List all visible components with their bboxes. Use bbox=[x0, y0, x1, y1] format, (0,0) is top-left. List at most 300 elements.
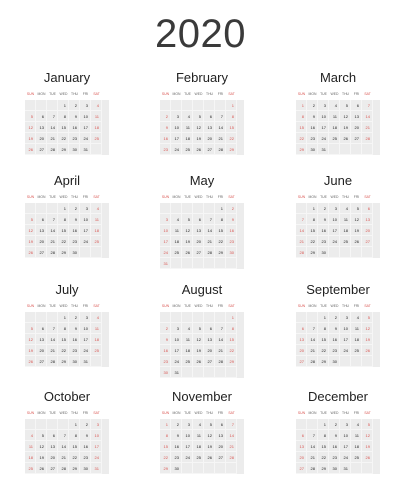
day-cell bbox=[193, 419, 204, 430]
day-number: 8 bbox=[231, 326, 234, 331]
day-cell bbox=[58, 312, 69, 323]
day-cell bbox=[362, 122, 373, 133]
day-number: 17 bbox=[83, 125, 88, 130]
day-cell bbox=[340, 214, 351, 225]
day-cell bbox=[80, 312, 91, 323]
day-cell bbox=[318, 144, 329, 155]
day-number: 13 bbox=[207, 125, 212, 130]
day-cell bbox=[226, 334, 237, 345]
empty-cell bbox=[340, 356, 351, 367]
empty-cell bbox=[193, 367, 204, 378]
day-cell bbox=[307, 345, 318, 356]
day-number: 13 bbox=[354, 114, 359, 119]
day-cell bbox=[318, 133, 329, 144]
day-cell bbox=[58, 247, 69, 258]
day-grid bbox=[160, 419, 244, 474]
day-cell bbox=[160, 334, 171, 345]
day-number: 27 bbox=[354, 136, 359, 141]
empty-cell bbox=[171, 100, 182, 111]
day-cell bbox=[91, 441, 102, 452]
day-cell bbox=[36, 463, 47, 474]
day-number: 12 bbox=[28, 228, 33, 233]
day-cell bbox=[171, 133, 182, 144]
empty-cell bbox=[91, 144, 102, 155]
day-number: 29 bbox=[72, 466, 77, 471]
month-name: July bbox=[55, 282, 79, 297]
day-cell bbox=[193, 356, 204, 367]
day-cell bbox=[91, 214, 102, 225]
day-number: 2 bbox=[74, 206, 77, 211]
day-cell bbox=[329, 441, 340, 452]
day-number: 28 bbox=[50, 147, 55, 152]
day-number: 14 bbox=[218, 125, 223, 130]
day-cell bbox=[307, 111, 318, 122]
day-number: 10 bbox=[83, 326, 88, 331]
weekday-label: WED bbox=[194, 304, 203, 308]
weekday-label: FRI bbox=[353, 92, 360, 96]
weekday-label: MON bbox=[172, 195, 181, 199]
weekday-label: SUN bbox=[26, 92, 35, 96]
day-number: 13 bbox=[299, 337, 304, 342]
day-number: 7 bbox=[301, 217, 304, 222]
weekday-header bbox=[160, 410, 244, 417]
day-number: 5 bbox=[345, 103, 348, 108]
day-cell bbox=[215, 334, 226, 345]
weekday-label: THU bbox=[71, 304, 78, 308]
day-cell bbox=[171, 236, 182, 247]
weekday-label: FRI bbox=[217, 195, 224, 199]
day-number: 17 bbox=[83, 337, 88, 342]
day-cell bbox=[226, 430, 237, 441]
day-number: 22 bbox=[299, 136, 304, 141]
day-number: 23 bbox=[174, 455, 179, 460]
day-number: 30 bbox=[310, 147, 315, 152]
day-number: 20 bbox=[39, 136, 44, 141]
day-cell bbox=[69, 236, 80, 247]
empty-cell bbox=[36, 312, 47, 323]
day-number: 4 bbox=[187, 326, 190, 331]
day-cell bbox=[171, 356, 182, 367]
day-number: 31 bbox=[94, 466, 99, 471]
day-number: 6 bbox=[209, 114, 212, 119]
day-number: 20 bbox=[207, 136, 212, 141]
empty-cell bbox=[182, 312, 193, 323]
day-number: 24 bbox=[174, 147, 179, 152]
day-number: 20 bbox=[218, 444, 223, 449]
day-cell bbox=[58, 203, 69, 214]
day-cell bbox=[329, 225, 340, 236]
day-cell bbox=[362, 334, 373, 345]
day-number: 26 bbox=[28, 359, 33, 364]
day-number: 3 bbox=[345, 315, 348, 320]
day-number: 25 bbox=[94, 348, 99, 353]
day-number: 30 bbox=[72, 147, 77, 152]
empty-cell bbox=[160, 203, 171, 214]
day-number: 30 bbox=[163, 370, 168, 375]
empty-cell bbox=[351, 356, 362, 367]
day-number: 15 bbox=[321, 444, 326, 449]
day-cell bbox=[193, 441, 204, 452]
empty-cell bbox=[160, 100, 171, 111]
weekday-label: TUE bbox=[49, 92, 56, 96]
day-cell bbox=[182, 247, 193, 258]
empty-cell bbox=[362, 356, 373, 367]
empty-cell bbox=[204, 367, 215, 378]
day-cell bbox=[204, 323, 215, 334]
day-cell bbox=[296, 356, 307, 367]
empty-cell bbox=[47, 100, 58, 111]
day-number: 19 bbox=[28, 136, 33, 141]
day-number: 25 bbox=[28, 466, 33, 471]
day-number: 23 bbox=[72, 136, 77, 141]
month-name: January bbox=[43, 70, 91, 85]
weekday-label: MON bbox=[172, 92, 181, 96]
day-number: 3 bbox=[96, 422, 99, 427]
day-number: 12 bbox=[354, 217, 359, 222]
empty-cell bbox=[204, 203, 215, 214]
day-cell bbox=[204, 236, 215, 247]
day-grid bbox=[25, 203, 109, 258]
day-cell bbox=[47, 463, 58, 474]
day-number: 9 bbox=[165, 337, 168, 342]
day-number: 7 bbox=[52, 217, 55, 222]
day-cell bbox=[340, 345, 351, 356]
empty-cell bbox=[47, 203, 58, 214]
day-cell bbox=[226, 247, 237, 258]
day-cell bbox=[318, 323, 329, 334]
day-number: 28 bbox=[229, 455, 234, 460]
day-cell bbox=[307, 356, 318, 367]
day-grid bbox=[25, 100, 109, 155]
day-cell bbox=[318, 441, 329, 452]
day-cell bbox=[36, 441, 47, 452]
day-cell bbox=[340, 441, 351, 452]
day-cell bbox=[58, 356, 69, 367]
day-cell bbox=[80, 133, 91, 144]
day-number: 8 bbox=[323, 326, 326, 331]
weekday-label: FRI bbox=[82, 195, 89, 199]
day-cell bbox=[58, 463, 69, 474]
day-cell bbox=[25, 247, 36, 258]
empty-cell bbox=[351, 247, 362, 258]
weekday-label: SAT bbox=[228, 195, 235, 199]
day-number: 11 bbox=[94, 217, 99, 222]
day-cell bbox=[182, 111, 193, 122]
day-number: 3 bbox=[345, 422, 348, 427]
day-number: 24 bbox=[83, 348, 88, 353]
day-cell bbox=[25, 133, 36, 144]
day-number: 7 bbox=[52, 326, 55, 331]
weekday-label: TUE bbox=[184, 92, 191, 96]
month-may bbox=[160, 173, 244, 269]
day-number: 28 bbox=[310, 359, 315, 364]
weekday-label: MON bbox=[308, 92, 317, 96]
day-cell bbox=[226, 452, 237, 463]
day-number: 22 bbox=[229, 348, 234, 353]
weekday-label: THU bbox=[342, 92, 349, 96]
day-cell bbox=[25, 334, 36, 345]
day-number: 24 bbox=[332, 239, 337, 244]
day-cell bbox=[171, 122, 182, 133]
day-cell bbox=[91, 430, 102, 441]
day-cell bbox=[80, 323, 91, 334]
day-number: 15 bbox=[61, 228, 66, 233]
day-number: 25 bbox=[332, 136, 337, 141]
day-number: 10 bbox=[94, 433, 99, 438]
day-number: 18 bbox=[354, 337, 359, 342]
day-cell bbox=[318, 419, 329, 430]
day-cell bbox=[58, 144, 69, 155]
day-number: 3 bbox=[334, 206, 337, 211]
day-cell bbox=[69, 203, 80, 214]
day-number: 20 bbox=[299, 348, 304, 353]
day-cell bbox=[340, 463, 351, 474]
day-number: 9 bbox=[74, 326, 77, 331]
day-number: 8 bbox=[220, 217, 223, 222]
day-number: 4 bbox=[356, 422, 359, 427]
day-number: 17 bbox=[343, 337, 348, 342]
day-cell bbox=[226, 441, 237, 452]
day-number: 17 bbox=[94, 444, 99, 449]
weekday-label: SUN bbox=[161, 411, 170, 415]
day-cell bbox=[80, 452, 91, 463]
empty-cell bbox=[340, 247, 351, 258]
day-cell bbox=[215, 441, 226, 452]
day-number: 3 bbox=[165, 217, 168, 222]
day-number: 30 bbox=[332, 359, 337, 364]
weekday-label: TUE bbox=[184, 304, 191, 308]
day-cell bbox=[362, 430, 373, 441]
day-cell bbox=[193, 122, 204, 133]
weekday-label: FRI bbox=[82, 304, 89, 308]
day-number: 30 bbox=[321, 250, 326, 255]
day-cell bbox=[182, 214, 193, 225]
day-cell bbox=[171, 430, 182, 441]
day-number: 20 bbox=[39, 239, 44, 244]
day-number: 8 bbox=[165, 433, 168, 438]
empty-cell bbox=[25, 419, 36, 430]
day-cell bbox=[80, 225, 91, 236]
day-cell bbox=[25, 345, 36, 356]
day-number: 24 bbox=[343, 348, 348, 353]
weekday-label: FRI bbox=[217, 92, 224, 96]
day-number: 10 bbox=[332, 217, 337, 222]
day-number: 2 bbox=[323, 206, 326, 211]
empty-cell bbox=[307, 419, 318, 430]
day-cell bbox=[58, 100, 69, 111]
month-march bbox=[296, 70, 380, 155]
day-number: 8 bbox=[63, 217, 66, 222]
day-cell bbox=[182, 430, 193, 441]
empty-cell bbox=[215, 463, 226, 474]
day-cell bbox=[226, 356, 237, 367]
day-number: 27 bbox=[218, 455, 223, 460]
day-number: 18 bbox=[185, 348, 190, 353]
empty-cell bbox=[307, 312, 318, 323]
day-number: 19 bbox=[196, 348, 201, 353]
empty-cell bbox=[182, 463, 193, 474]
day-number: 15 bbox=[218, 228, 223, 233]
day-cell bbox=[80, 100, 91, 111]
day-number: 11 bbox=[185, 337, 190, 342]
empty-cell bbox=[215, 367, 226, 378]
weekday-header bbox=[25, 303, 109, 310]
day-cell bbox=[362, 100, 373, 111]
month-name: September bbox=[306, 282, 370, 297]
day-cell bbox=[226, 345, 237, 356]
day-number: 19 bbox=[196, 136, 201, 141]
day-number: 4 bbox=[334, 103, 337, 108]
empty-cell bbox=[296, 312, 307, 323]
day-cell bbox=[351, 441, 362, 452]
day-cell bbox=[340, 312, 351, 323]
day-number: 16 bbox=[72, 337, 77, 342]
day-cell bbox=[47, 356, 58, 367]
day-number: 19 bbox=[185, 239, 190, 244]
day-number: 10 bbox=[343, 433, 348, 438]
weekday-label: SAT bbox=[364, 411, 371, 415]
empty-cell bbox=[193, 203, 204, 214]
day-number: 28 bbox=[61, 466, 66, 471]
day-number: 14 bbox=[365, 114, 370, 119]
weekday-label: SAT bbox=[364, 195, 371, 199]
weekday-label: FRI bbox=[353, 304, 360, 308]
day-number: 27 bbox=[39, 250, 44, 255]
day-cell bbox=[25, 122, 36, 133]
day-cell bbox=[340, 323, 351, 334]
day-number: 29 bbox=[61, 359, 66, 364]
day-number: 9 bbox=[334, 326, 337, 331]
day-number: 21 bbox=[310, 348, 315, 353]
day-cell bbox=[58, 122, 69, 133]
empty-cell bbox=[329, 247, 340, 258]
day-number: 29 bbox=[218, 250, 223, 255]
weekday-header bbox=[160, 303, 244, 310]
month-august bbox=[160, 282, 244, 378]
day-number: 5 bbox=[41, 433, 44, 438]
day-number: 23 bbox=[332, 348, 337, 353]
month-february bbox=[160, 70, 244, 155]
day-number: 26 bbox=[196, 147, 201, 152]
day-cell bbox=[160, 111, 171, 122]
weekday-header bbox=[160, 91, 244, 98]
weekday-label: TUE bbox=[320, 195, 327, 199]
day-cell bbox=[296, 214, 307, 225]
day-number: 23 bbox=[163, 359, 168, 364]
day-cell bbox=[318, 214, 329, 225]
day-cell bbox=[69, 356, 80, 367]
day-cell bbox=[69, 100, 80, 111]
day-number: 22 bbox=[61, 239, 66, 244]
weekday-label: WED bbox=[59, 304, 68, 308]
day-number: 29 bbox=[310, 250, 315, 255]
weekday-label: SUN bbox=[161, 195, 170, 199]
day-cell bbox=[193, 323, 204, 334]
day-number: 14 bbox=[229, 433, 234, 438]
empty-cell bbox=[215, 312, 226, 323]
day-cell bbox=[182, 356, 193, 367]
weekday-header bbox=[160, 194, 244, 201]
day-number: 5 bbox=[209, 422, 212, 427]
weekday-label: THU bbox=[342, 195, 349, 199]
day-number: 28 bbox=[365, 136, 370, 141]
day-cell bbox=[160, 430, 171, 441]
day-cell bbox=[160, 133, 171, 144]
empty-cell bbox=[296, 203, 307, 214]
day-number: 26 bbox=[196, 359, 201, 364]
day-number: 21 bbox=[50, 348, 55, 353]
day-number: 9 bbox=[312, 114, 315, 119]
day-cell bbox=[36, 236, 47, 247]
month-july bbox=[25, 282, 109, 367]
day-cell bbox=[91, 236, 102, 247]
weekday-label: SAT bbox=[228, 304, 235, 308]
day-cell bbox=[307, 144, 318, 155]
day-number: 21 bbox=[50, 136, 55, 141]
day-cell bbox=[47, 225, 58, 236]
day-number: 22 bbox=[310, 239, 315, 244]
day-cell bbox=[204, 111, 215, 122]
day-number: 11 bbox=[185, 125, 190, 130]
empty-cell bbox=[204, 100, 215, 111]
day-number: 5 bbox=[30, 326, 33, 331]
weekday-label: SUN bbox=[161, 304, 170, 308]
day-cell bbox=[36, 323, 47, 334]
day-cell bbox=[69, 122, 80, 133]
day-cell bbox=[226, 236, 237, 247]
month-name: June bbox=[323, 173, 353, 188]
weekday-label: THU bbox=[206, 92, 213, 96]
day-cell bbox=[171, 214, 182, 225]
day-number: 28 bbox=[207, 250, 212, 255]
day-cell bbox=[69, 345, 80, 356]
day-number: 6 bbox=[52, 433, 55, 438]
weekday-label: WED bbox=[330, 195, 339, 199]
day-number: 21 bbox=[207, 239, 212, 244]
day-cell bbox=[58, 441, 69, 452]
month-december bbox=[296, 389, 380, 474]
day-number: 10 bbox=[343, 326, 348, 331]
day-cell bbox=[47, 345, 58, 356]
day-number: 12 bbox=[343, 114, 348, 119]
day-cell bbox=[69, 214, 80, 225]
day-cell bbox=[329, 214, 340, 225]
day-cell bbox=[80, 334, 91, 345]
day-number: 8 bbox=[231, 114, 234, 119]
day-cell bbox=[69, 225, 80, 236]
day-cell bbox=[215, 225, 226, 236]
empty-cell bbox=[47, 419, 58, 430]
day-number: 3 bbox=[176, 326, 179, 331]
day-number: 1 bbox=[312, 206, 315, 211]
day-cell bbox=[351, 323, 362, 334]
day-cell bbox=[25, 323, 36, 334]
day-number: 20 bbox=[365, 228, 370, 233]
day-number: 21 bbox=[218, 136, 223, 141]
day-cell bbox=[58, 111, 69, 122]
day-cell bbox=[58, 323, 69, 334]
weekday-label: MON bbox=[37, 411, 46, 415]
month-january bbox=[25, 70, 109, 155]
day-cell bbox=[204, 133, 215, 144]
day-number: 27 bbox=[207, 359, 212, 364]
day-number: 21 bbox=[50, 239, 55, 244]
day-grid bbox=[25, 312, 109, 367]
day-cell bbox=[25, 111, 36, 122]
day-cell bbox=[362, 345, 373, 356]
day-number: 16 bbox=[332, 444, 337, 449]
day-number: 14 bbox=[50, 125, 55, 130]
